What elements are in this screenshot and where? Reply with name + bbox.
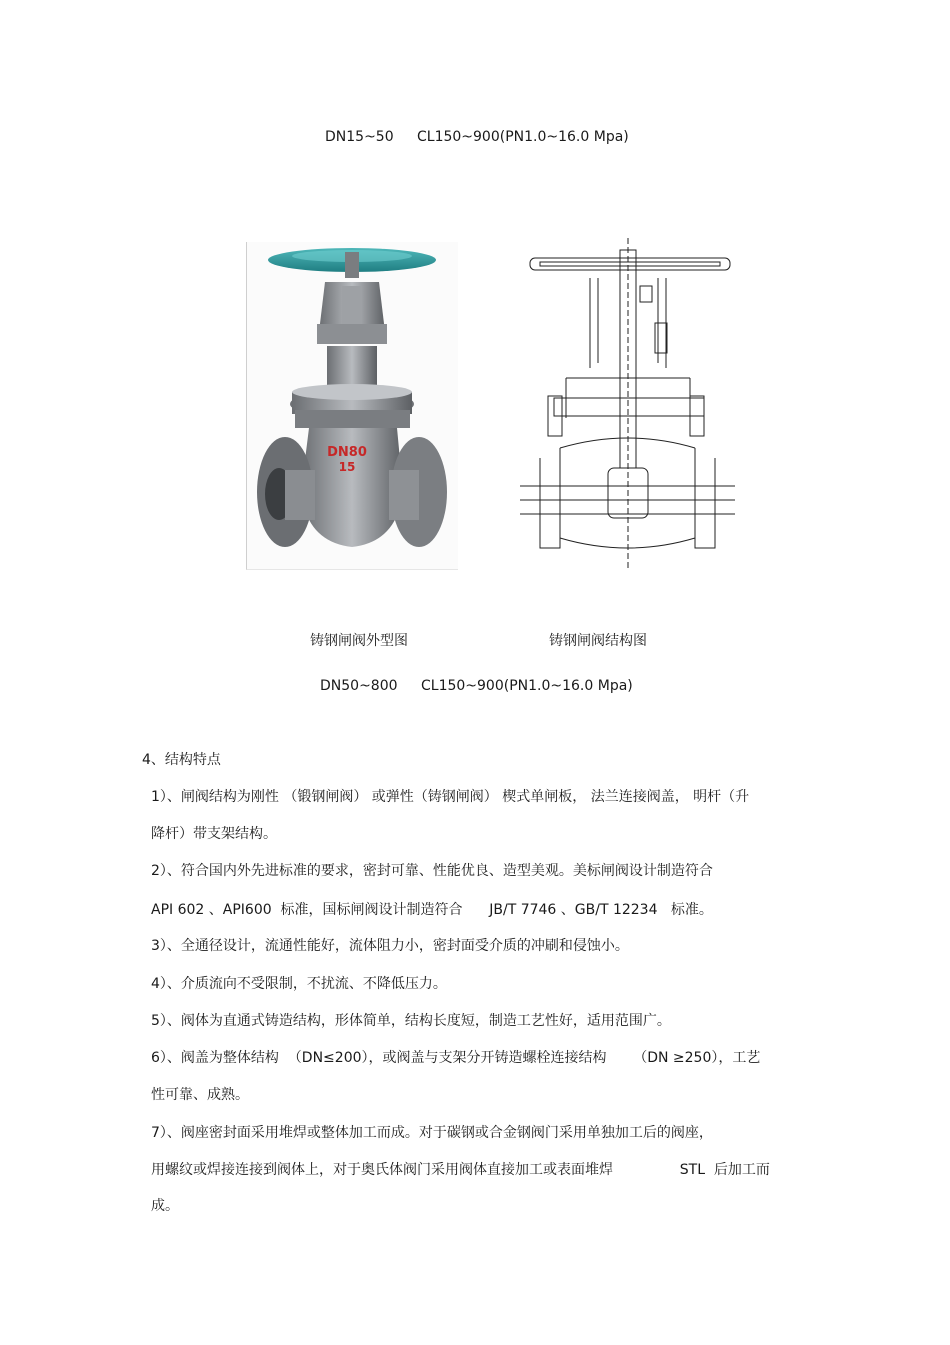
valve-marking-pn: 15 [338,460,356,474]
drawing-caption: 铸钢闸阀结构图 [549,633,647,649]
item-7-line-1: 7）、阀座密封面采用堆焊或整体加工而成。对于碳钢或合金钢阀门采用单独加工后的阀座， [151,1125,713,1141]
item-5-line-1: 5）、阀体为直通式铸造结构，形体简单，结构长度短，制造工艺性好，适用范围广。 [151,1013,671,1029]
item-3-line-1: 3）、全通径设计，流通性能好，流体阻力小，密封面受介质的冲刷和侵蚀小。 [151,938,629,954]
spec-dn-second: DN50~800 [320,678,398,694]
item-2-line-2: API 602 、API600 标准，国标闸阀设计制造符合 JB/T 7746 、GB/T 12234 标准。 [151,902,713,918]
gate-valve-photo [246,242,458,570]
photo-caption: 铸钢闸阀外型图 [310,633,408,649]
item-1-line-2: 降杆）带支架结构。 [151,826,277,842]
spec-cl-top: CL150~900(PN1.0~16.0 Mpa) [417,129,629,145]
section-heading: 4、结构特点 [142,752,221,768]
spec-cl-second: CL150~900(PN1.0~16.0 Mpa) [421,678,633,694]
item-7-line-3: 成。 [151,1198,179,1214]
valve-marking-dn: DN80 [327,445,367,460]
item-6-line-2: 性可靠、成熟。 [151,1087,249,1103]
item-4-line-1: 4）、介质流向不受限制，不扰流、不降低压力。 [151,976,447,992]
item-1-line-1: 1）、闸阀结构为刚性 （锻钢闸阀） 或弹性（铸钢闸阀） 楔式单闸板， 法兰连接阀盖， 明杆（升 [151,789,750,805]
item-6-line-1: 6）、阀盖为整体结构 （DN≤200），或阀盖与支架分开铸造螺栓连接结构 （DN ≥250），工艺 [151,1050,761,1066]
spec-dn-top: DN15~50 [325,129,394,145]
item-7-line-2: 用螺纹或焊接连接到阀体上，对于奥氏体阀门采用阀体直接加工或表面堆焊 STL 后加工而 [151,1162,770,1178]
gate-valve-drawing [520,238,735,568]
item-2-line-1: 2）、符合国内外先进标准的要求，密封可靠、性能优良、造型美观。美标闸阀设计制造符合 [151,863,713,879]
